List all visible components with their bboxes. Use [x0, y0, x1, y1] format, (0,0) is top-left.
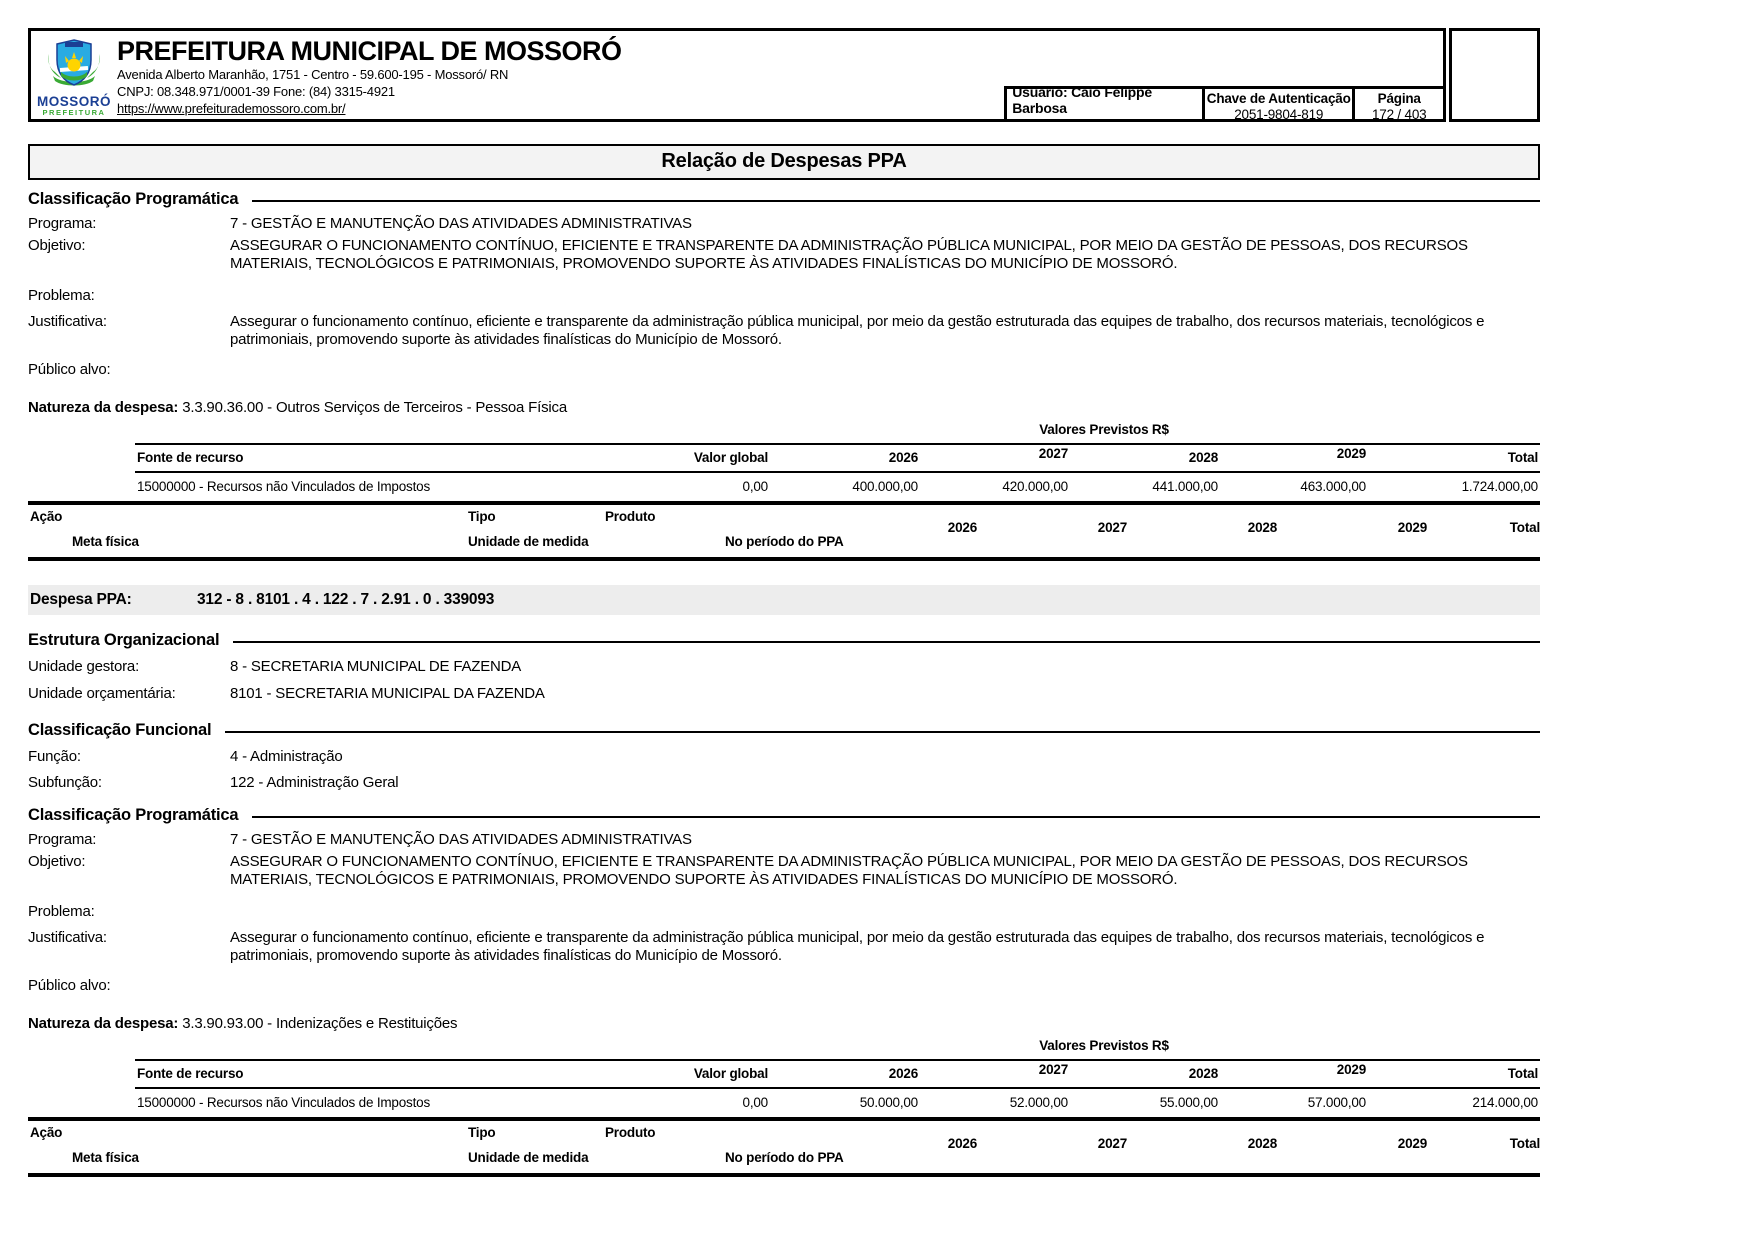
meta-fisica-label: Meta física	[72, 534, 139, 549]
acao-col-2027: 2027	[1097, 1136, 1127, 1151]
justificativa-label: Justificativa:	[28, 929, 107, 946]
despesa-ppa-code: 312 - 8 . 8101 . 4 . 122 . 7 . 2.91 . 0 . 339093	[197, 591, 495, 608]
section-title: Classificação Funcional	[28, 721, 212, 739]
field-objetivo	[28, 853, 1540, 889]
section-title: Classificação Programática	[28, 806, 239, 824]
programa-value: 7 - GESTÃO E MANUTENÇÃO DAS ATIVIDADES ADMINISTRATIVAS	[230, 215, 692, 232]
valores-previstos-label: Valores Previstos R$	[1039, 1038, 1169, 1053]
cell-valor-global: 0,00	[742, 1095, 768, 1110]
auth-key-label: Chave de Autenticação	[1206, 91, 1351, 106]
section-estrutura-organizacional	[28, 631, 1540, 650]
field-justificativa	[28, 313, 1540, 349]
thick-divider	[28, 557, 1540, 561]
acao-col-total: Total	[1509, 1136, 1540, 1151]
header-box	[28, 28, 1446, 122]
problema-value	[230, 903, 1540, 921]
thick-divider	[28, 1173, 1540, 1177]
col-total: Total	[1507, 450, 1538, 465]
field-unidade-gestora	[28, 658, 1540, 676]
report-title: Relação de Despesas PPA	[28, 144, 1540, 180]
auth-key-value: 2051-9804-819	[1234, 107, 1324, 122]
field-publico-alvo	[28, 977, 1540, 995]
cell-2026: 50.000,00	[859, 1095, 918, 1110]
produto-label: Produto	[605, 1125, 656, 1140]
page-header	[28, 28, 1540, 122]
section-title: Estrutura Organizacional	[28, 631, 220, 649]
city-crest-icon	[45, 38, 103, 95]
field-objetivo	[28, 237, 1540, 273]
logo-city-name: MOSSORÓ	[36, 94, 111, 109]
col-2027: 2027	[1038, 1062, 1068, 1077]
produto-label: Produto	[605, 509, 656, 524]
section-classificacao-funcional	[28, 721, 1540, 740]
fonte-table-header	[135, 1059, 1540, 1089]
fonte-table-2	[135, 1059, 1540, 1117]
acao-col-2027: 2027	[1097, 520, 1127, 535]
col-valor-global: Valor global	[693, 1066, 768, 1081]
objetivo-value: ASSEGURAR O FUNCIONAMENTO CONTÍNUO, EFICIENTE E TRANSPARENTE DA ADMINISTRAÇÃO PÚBLICA MUNICIPAL, POR MEIO DA GESTÃO DE PESSOAS, DOS RECURSOS MATERIAIS, TECNOLÓGICOS E PATRIMONIAIS, PROMOVENDO SUPORTE ÀS ATIVIDADES FINALÍSTICAS DO MUNICÍPIO DE MOSSORÓ.	[230, 853, 1468, 888]
cell-2029: 57.000,00	[1307, 1095, 1366, 1110]
header-side-box	[1449, 28, 1540, 122]
subfuncao-value: 122 - Administração Geral	[230, 774, 399, 791]
cell-valor-global: 0,00	[742, 479, 768, 494]
natureza-value: 3.3.90.36.00 - Outros Serviços de Terceiros - Pessoa Física	[182, 399, 567, 416]
org-cnpj-fone: CNPJ: 08.348.971/0001-39 Fone: (84) 3315-4921	[117, 84, 395, 99]
funcao-value: 4 - Administração	[230, 748, 343, 765]
col-2028: 2028	[1188, 450, 1218, 465]
cell-2027: 420.000,00	[1002, 479, 1068, 494]
col-fonte-de-recurso: Fonte de recurso	[137, 450, 244, 465]
publico-alvo-label: Público alvo:	[28, 361, 111, 378]
cell-fonte: 15000000 - Recursos não Vinculados de Impostos	[137, 479, 430, 494]
publico-alvo-label: Público alvo:	[28, 977, 111, 994]
header-meta-table	[1004, 86, 1446, 122]
col-2029: 2029	[1336, 446, 1366, 461]
field-problema	[28, 287, 1540, 305]
no-periodo-label: No período do PPA	[725, 534, 844, 549]
acao-col-total: Total	[1509, 520, 1540, 535]
field-subfuncao	[28, 774, 1540, 792]
justificativa-value: Assegurar o funcionamento contínuo, eficiente e transparente da administração pública municipal, por meio da gestão estruturada das equipes de trabalho, dos recursos materiais, tecnológicos e patrimoniais, promovendo suporte às atividades finalísticas do Município de Mossoró.	[230, 313, 1485, 348]
page-label: Página	[1377, 91, 1421, 106]
section-rule	[225, 731, 1540, 733]
section-rule	[233, 641, 1540, 643]
col-2027: 2027	[1038, 446, 1068, 461]
field-publico-alvo	[28, 361, 1540, 379]
unidade-medida-label: Unidade de medida	[468, 1150, 589, 1165]
natureza-value: 3.3.90.93.00 - Indenizações e Restituições	[182, 1015, 458, 1032]
despesa-ppa-bar	[28, 585, 1540, 615]
unidade-gestora-value: 8 - SECRETARIA MUNICIPAL DE FAZENDA	[230, 658, 522, 675]
field-justificativa	[28, 929, 1540, 965]
acao-years-header	[827, 1136, 1540, 1151]
acao-col-2029: 2029	[1397, 520, 1427, 535]
org-name: PREFEITURA MUNICIPAL DE MOSSORÓ	[117, 36, 622, 66]
acao-header-2	[28, 1121, 1540, 1173]
logo-subtitle: PREFEITURA	[42, 108, 106, 117]
page-number-cell	[1352, 86, 1446, 122]
funcao-label: Função:	[28, 748, 81, 765]
col-2026: 2026	[888, 1066, 918, 1081]
unidade-orcamentaria-label: Unidade orçamentária:	[28, 685, 176, 702]
natureza-label: Natureza da despesa:	[28, 399, 179, 416]
auth-key-cell	[1202, 86, 1352, 122]
natureza-despesa-1	[28, 399, 1540, 416]
col-valor-global: Valor global	[693, 450, 768, 465]
cell-2028: 441.000,00	[1152, 479, 1218, 494]
unidade-orcamentaria-value: 8101 - SECRETARIA MUNICIPAL DA FAZENDA	[230, 685, 545, 702]
cell-2026: 400.000,00	[852, 479, 918, 494]
acao-col-2028: 2028	[1247, 520, 1277, 535]
valores-previstos-label: Valores Previstos R$	[1039, 422, 1169, 437]
acao-col-2026: 2026	[947, 1136, 977, 1151]
natureza-despesa-2	[28, 1015, 1540, 1032]
cell-fonte: 15000000 - Recursos não Vinculados de Impostos	[137, 1095, 430, 1110]
table-row	[135, 473, 1540, 501]
meta-fisica-label: Meta física	[72, 1150, 139, 1165]
org-website-link[interactable]: https://www.prefeiturademossoro.com.br/	[117, 101, 346, 116]
justificativa-value: Assegurar o funcionamento contínuo, eficiente e transparente da administração pública municipal, por meio da gestão estruturada das equipes de trabalho, dos recursos materiais, tecnológicos e patrimoniais, promovendo suporte às atividades finalísticas do Município de Mossoró.	[230, 929, 1485, 964]
fonte-table-1	[135, 443, 1540, 501]
col-total: Total	[1507, 1066, 1538, 1081]
field-problema	[28, 903, 1540, 921]
acao-col-2029: 2029	[1397, 1136, 1427, 1151]
programa-label: Programa:	[28, 215, 97, 232]
section-classificacao-programatica	[28, 806, 1540, 825]
cell-total: 214.000,00	[1472, 1095, 1538, 1110]
acao-years-header	[827, 520, 1540, 535]
col-fonte-de-recurso: Fonte de recurso	[137, 1066, 244, 1081]
justificativa-label: Justificativa:	[28, 313, 107, 330]
col-2026: 2026	[888, 450, 918, 465]
field-programa	[28, 831, 1540, 849]
acao-col-2028: 2028	[1247, 1136, 1277, 1151]
acao-header-1	[28, 505, 1540, 557]
field-unidade-orcamentaria	[28, 685, 1540, 703]
cell-2027: 52.000,00	[1009, 1095, 1068, 1110]
field-funcao	[28, 748, 1540, 766]
tipo-label: Tipo	[468, 509, 496, 524]
problema-value	[230, 287, 1540, 305]
user-cell: Usuário: Caio Felippe Barbosa	[1004, 86, 1202, 122]
programa-value: 7 - GESTÃO E MANUTENÇÃO DAS ATIVIDADES ADMINISTRATIVAS	[230, 831, 692, 848]
fonte-table-header	[135, 443, 1540, 473]
subfuncao-label: Subfunção:	[28, 774, 102, 791]
problema-label: Problema:	[28, 287, 95, 304]
table-row	[135, 1089, 1540, 1117]
acao-label: Ação	[30, 1125, 63, 1140]
cell-2028: 55.000,00	[1159, 1095, 1218, 1110]
publico-alvo-value	[230, 361, 1540, 379]
natureza-label: Natureza da despesa:	[28, 1015, 179, 1032]
city-logo	[31, 31, 117, 119]
despesa-ppa-label: Despesa PPA:	[30, 591, 132, 608]
section-rule	[252, 200, 1540, 202]
objetivo-label: Objetivo:	[28, 237, 86, 254]
objetivo-value: ASSEGURAR O FUNCIONAMENTO CONTÍNUO, EFICIENTE E TRANSPARENTE DA ADMINISTRAÇÃO PÚBLICA MUNICIPAL, POR MEIO DA GESTÃO DE PESSOAS, DOS RECURSOS MATERIAIS, TECNOLÓGICOS E PATRIMONIAIS, PROMOVENDO SUPORTE ÀS ATIVIDADES FINALÍSTICAS DO MUNICÍPIO DE MOSSORÓ.	[230, 237, 1468, 272]
publico-alvo-value	[230, 977, 1540, 995]
acao-col-2026: 2026	[947, 520, 977, 535]
unidade-medida-label: Unidade de medida	[468, 534, 589, 549]
col-2029: 2029	[1336, 1062, 1366, 1077]
programa-label: Programa:	[28, 831, 97, 848]
tipo-label: Tipo	[468, 1125, 496, 1140]
cell-2029: 463.000,00	[1300, 479, 1366, 494]
page-number-value: 172 / 403	[1371, 107, 1427, 122]
section-classificacao-programatica	[28, 190, 1540, 209]
section-rule	[252, 816, 1540, 818]
field-programa	[28, 215, 1540, 233]
objetivo-label: Objetivo:	[28, 853, 86, 870]
unidade-gestora-label: Unidade gestora:	[28, 658, 140, 675]
problema-label: Problema:	[28, 903, 95, 920]
org-address: Avenida Alberto Maranhão, 1751 - Centro - 59.600-195 - Mossoró/ RN	[117, 67, 509, 82]
col-2028: 2028	[1188, 1066, 1218, 1081]
cell-total: 1.724.000,00	[1461, 479, 1538, 494]
acao-label: Ação	[30, 509, 63, 524]
no-periodo-label: No período do PPA	[725, 1150, 844, 1165]
section-title: Classificação Programática	[28, 190, 239, 208]
